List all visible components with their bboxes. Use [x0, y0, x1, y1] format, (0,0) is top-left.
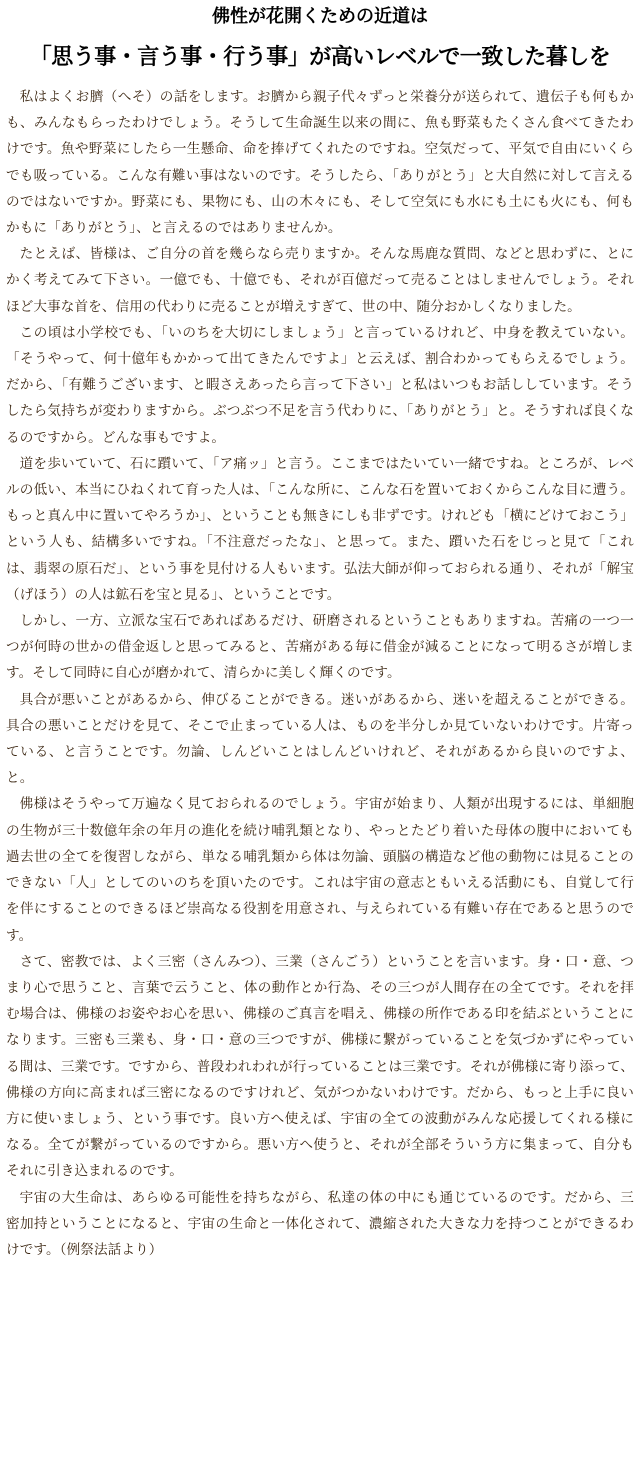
paragraph-7: 佛様はそうやって万遍なく見ておられるのでしょう。宇宙が始まり、人類が出現するには、単細胞の生物が三十数億年余の年月の進化を続け哺乳類となり、やっとたどり着いた母体の腹中においても過去世の全てを復習しながら、単なる哺乳類から体は勿論、頭脳の構造など他の動物には見ることのできない「人」としてのいのちを頂いたのです。これは宇宙の意志ともいえる活動にも、自覚して行を伴にすることのできるほど崇高なる役割を用意され、与えられている有難い存在であると思うのです。 [6, 796, 634, 944]
paragraph-3: この頃は小学校でも、「いのちを大切にしましょう」と言っているけれど、中身を教えていない。「そうやって、何十億年もかかって出てきたんですよ」と云えば、割合わかってもらえるでしょう。だから、「有難うございます、と暇さえあったら言って下さい」と私はいつもお話ししています。そうしたら気持ちが変わりますから。ぶつぶつ不足を言う代わりに、「ありがとう」と。そうすれば良くなるのですから。どんな事もですよ。 [6, 324, 634, 446]
article-body [6, 84, 634, 1263]
article-title: 佛性が花開くための近道は [212, 6, 428, 27]
paragraph-5: しかし、一方、立派な宝石であればあるだけ、研磨されるということもありますね。苦痛の一つ一つが何時の世かの借金返しと思ってみると、苦痛がある毎に借金が減ることになって明るさが増します。そして同時に自心が磨かれて、清らかに美しく輝くのです。 [6, 613, 634, 682]
paragraph-1: 私はよくお臍（へそ）の話をします。お臍から親子代々ずっと栄養分が送られて、遺伝子も何もかも、みんなもらったわけでしょう。そうして生命誕生以来の間に、魚も野菜もたくさん食べてきたわけです。魚や野菜にしたら一生懸命、命を捧げてくれたのですね。空気だって、平気で自由にいくらでも吸っている。こんな有難い事はないのです。そうしたら、「ありがとう」と大自然に対して言えるのではないですか。野菜にも、果物にも、山の木々にも、そして空気にも水にも土にも火にも、何もかもに「ありがとう」、と言えるのではありませんか。 [6, 89, 634, 237]
paragraph-8: さて、密教では、よく三密（さんみつ）、三業（さんごう）ということを言います。身・口・意、つまり心で思うこと、言葉で云うこと、体の動作とか行為、その三つが人間存在の全てです。それを拝む場合は、佛様のお姿やお心を思い、佛様のご真言を唱え、佛様の所作である印を結ぶということになります。三密も三業も、身・口・意の三つですが、佛様に繋がっていることを気づかずにやっている間は、三業です。ですから、普段われわれが行っていることは三業です。それが佛様に寄り添って、佛様の方向に高まれば三密になるのですけれど、気がつかないわけです。だから、もっと上手に良い方に使いましょう、という事です。良い方へ使えば、宇宙の全ての波動がみんな応援してくれる様になる。全てが繋がっているのですから。悪い方へ使うと、それが全部そういう方に集まって、自分もそれに引き込まれるのです。 [6, 953, 634, 1180]
paragraph-9: 宇宙の大生命は、あらゆる可能性を持ちながら、私達の体の中にも通じているのです。だから、三密加持ということになると、宇宙の生命と一体化されて、濃縮された大きな力を持つことができるわけです。（例祭法話より） [6, 1189, 634, 1258]
paragraph-6: 具合が悪いことがあるから、伸びることができる。迷いがあるから、迷いを超えることができる。具合の悪いことだけを見て、そこで止まっている人は、ものを半分しか見ていないわけです。片寄っている、と言うことです。勿論、しんどいことはしんどいけれど、それがあるから良いのですよ、と。 [6, 691, 634, 787]
paragraph-4: 道を歩いていて、石に躓いて、「ア痛ッ」と言う。ここまではたいてい一緒ですね。ところが、レベルの低い、本当にひねくれて育った人は、「こんな所に、こんな石を置いておくからこんな目に遭う。もっと真ん中に置いてやろうか」、ということも無きにしも非ずです。けれども「横にどけておこう」という人も、結構多いですね。「不注意だったな」、と思って。また、躓いた石をじっと見て「これは、翡翠の原石だ」、という事を見付ける人もいます。弘法大師が仰っておられる通り、それが「解宝（げほう）の人は鉱石を宝と見る」、ということです。 [6, 455, 634, 603]
article-subtitle: 「思う事・言う事・行う事」が高いレベルで一致した暮しを [29, 44, 611, 70]
paragraph-2: たとえば、皆様は、ご自分の首を幾らなら売りますか。そんな馬鹿な質問、などと思わずに、とにかく考えてみて下さい。一億でも、十億でも、それが百億だって売ることはしませんでしょう。それほど大事な首を、信用の代わりに売ることが増えすぎて、世の中、随分おかしくなりました。 [6, 246, 634, 315]
